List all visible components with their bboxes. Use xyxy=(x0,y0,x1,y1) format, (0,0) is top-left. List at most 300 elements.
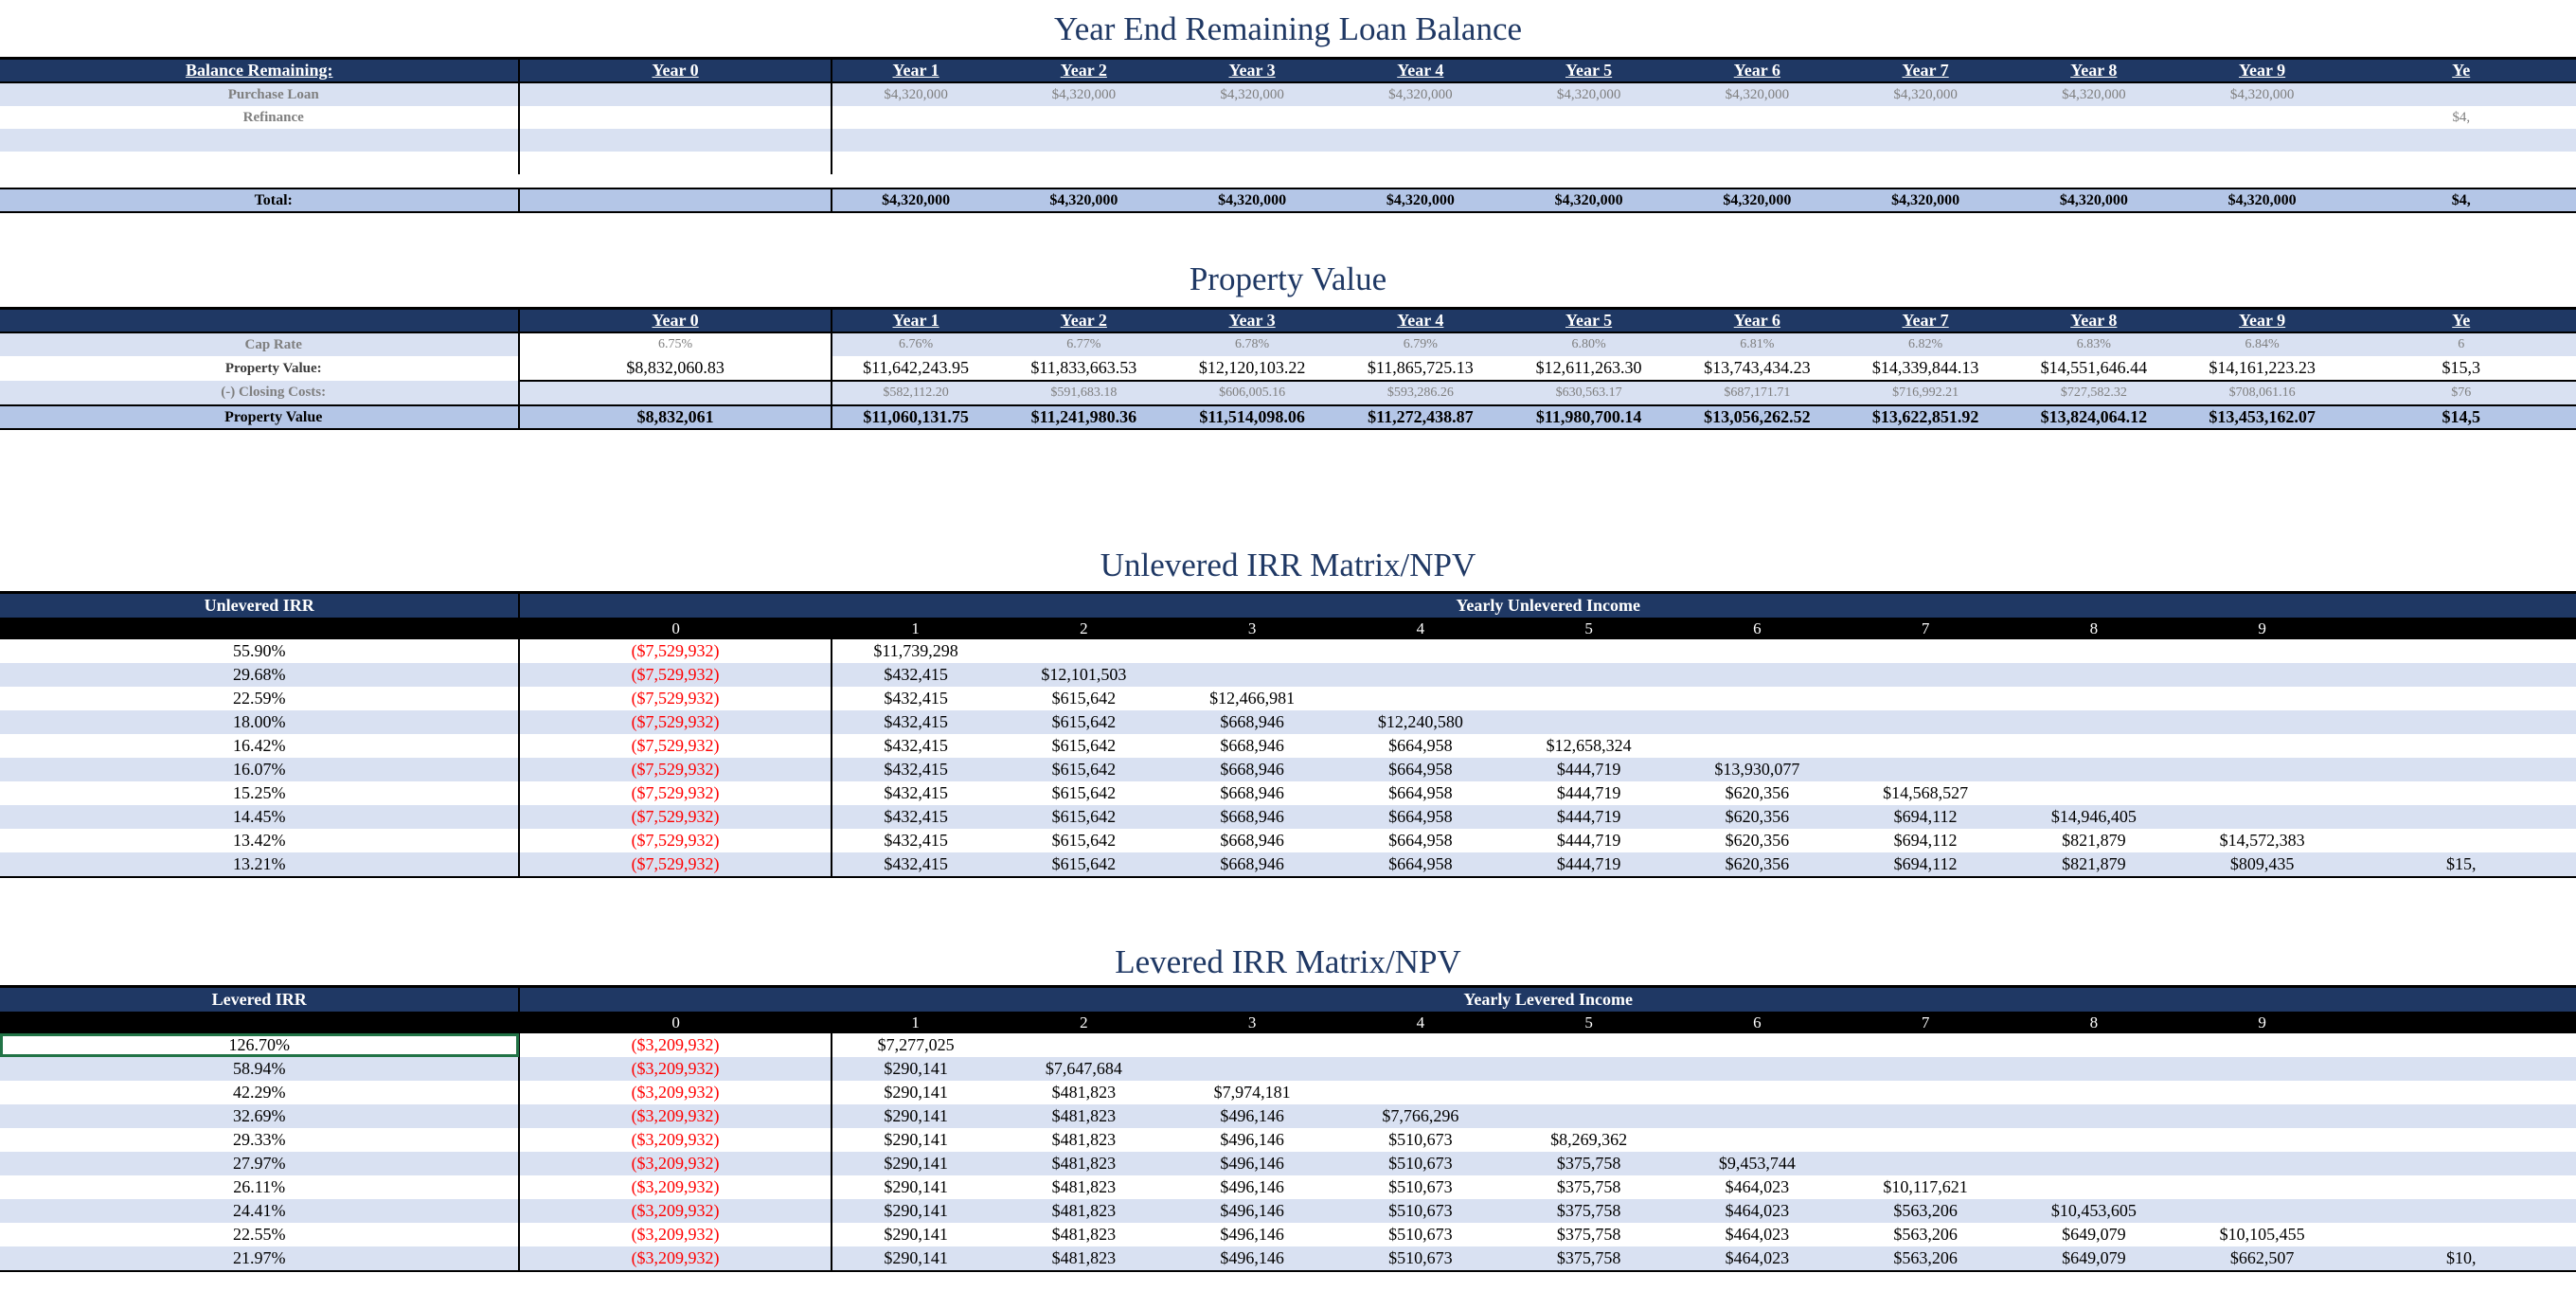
sheet-cell[interactable]: $444,719 xyxy=(1556,807,1621,826)
sheet-cell[interactable]: $510,673 xyxy=(1388,1201,1453,1220)
cap-rate-label[interactable]: Cap Rate xyxy=(0,332,519,356)
sheet-cell[interactable] xyxy=(1336,1081,1505,1104)
sheet-cell[interactable] xyxy=(2178,758,2347,781)
year-index-header[interactable]: 3 xyxy=(1168,1012,1336,1033)
sheet-cell[interactable] xyxy=(1673,1057,1841,1081)
sheet-cell[interactable]: ($3,209,932) xyxy=(519,1081,831,1104)
year-index-header[interactable]: 0 xyxy=(519,1012,831,1033)
sheet-cell[interactable]: $11,980,700.14 xyxy=(1505,405,1673,429)
sheet-cell[interactable] xyxy=(1168,106,1336,129)
sheet-cell[interactable]: $582,112.20 xyxy=(883,386,949,400)
sheet-cell[interactable] xyxy=(2346,1223,2576,1246)
sheet-cell[interactable]: $481,823 xyxy=(1051,1130,1117,1149)
sheet-cell[interactable]: $716,992.21 xyxy=(1892,386,1959,400)
sheet-cell[interactable]: ($7,529,932) xyxy=(519,663,831,687)
sheet-cell[interactable]: $12,101,503 xyxy=(1041,665,1127,684)
sheet-cell[interactable]: $496,146 xyxy=(1168,1246,1336,1271)
sheet-cell[interactable]: $375,758 xyxy=(1505,1246,1673,1271)
sheet-cell[interactable] xyxy=(1841,710,2010,734)
sheet-cell[interactable] xyxy=(1505,663,1673,687)
irr-value-cell[interactable]: 22.55% xyxy=(0,1223,519,1246)
sheet-cell[interactable]: $668,946 xyxy=(1220,712,1284,731)
sheet-cell[interactable]: $4,320,000 xyxy=(1220,86,1284,102)
year-header[interactable]: Year 6 xyxy=(1673,309,1841,333)
sheet-cell[interactable]: $496,146 xyxy=(1220,1177,1284,1196)
sheet-cell[interactable] xyxy=(1841,129,2010,152)
sheet-cell[interactable]: $4,320,000 xyxy=(884,86,948,102)
sheet-cell[interactable] xyxy=(2346,710,2576,734)
sheet-cell[interactable] xyxy=(1841,1104,2010,1128)
sheet-cell[interactable]: ($3,209,932) xyxy=(519,1175,831,1199)
sheet-cell[interactable]: $14,339,844.13 xyxy=(1841,356,2010,381)
sheet-cell[interactable]: $14,946,405 xyxy=(2050,807,2137,826)
sheet-cell[interactable]: $4,320,000 xyxy=(2178,188,2347,212)
sheet-cell[interactable] xyxy=(2346,639,2576,663)
sheet-cell[interactable]: $290,141 xyxy=(884,1106,948,1125)
sheet-cell[interactable]: $13,056,262.52 xyxy=(1673,405,1841,429)
year-index-header[interactable]: 7 xyxy=(1841,1012,2010,1033)
sheet-cell[interactable]: $615,642 xyxy=(1051,783,1117,802)
sheet-cell[interactable]: $496,146 xyxy=(1220,1106,1284,1125)
year-index-header[interactable]: 3 xyxy=(1168,618,1336,639)
year-header[interactable]: Year 9 xyxy=(2178,59,2347,83)
sheet-cell[interactable] xyxy=(1673,129,1841,152)
sheet-cell[interactable] xyxy=(2010,1104,2178,1128)
sheet-cell[interactable]: $615,642 xyxy=(1051,831,1117,850)
sheet-cell[interactable]: $10,117,621 xyxy=(1883,1177,1968,1196)
sheet-cell[interactable]: $620,356 xyxy=(1673,852,1841,877)
sheet-cell[interactable] xyxy=(1673,1128,1841,1152)
sheet-cell[interactable]: $10, xyxy=(2346,1246,2576,1271)
sheet-cell[interactable]: $510,673 xyxy=(1388,1225,1453,1244)
sheet-cell[interactable]: $14,5 xyxy=(2346,405,2576,429)
sheet-cell[interactable]: $481,823 xyxy=(1051,1106,1117,1125)
year-header[interactable]: Year 1 xyxy=(832,309,1000,333)
sheet-cell[interactable]: $615,642 xyxy=(1051,807,1117,826)
sheet-cell[interactable] xyxy=(1505,106,1673,129)
sheet-cell[interactable]: $11,060,131.75 xyxy=(832,405,1000,429)
sheet-cell[interactable] xyxy=(2010,781,2178,805)
sheet-cell[interactable]: $290,141 xyxy=(884,1201,948,1220)
sheet-cell[interactable]: $4,320,000 xyxy=(1168,188,1336,212)
year-header[interactable]: Year 5 xyxy=(1505,309,1673,333)
sheet-cell[interactable]: $11,241,980.36 xyxy=(999,405,1168,429)
year-index-header[interactable]: 0 xyxy=(519,618,831,639)
sheet-cell[interactable]: $4,320,000 xyxy=(1505,188,1673,212)
sheet-cell[interactable]: $4,320,000 xyxy=(1388,86,1453,102)
year-header[interactable] xyxy=(0,309,519,333)
sheet-cell[interactable]: $668,946 xyxy=(1220,760,1284,779)
sheet-cell[interactable] xyxy=(1841,106,2010,129)
sheet-cell[interactable] xyxy=(1505,687,1673,710)
sheet-cell[interactable] xyxy=(1336,1033,1505,1057)
sheet-cell[interactable] xyxy=(2010,1057,2178,1081)
sheet-cell[interactable] xyxy=(1673,639,1841,663)
sheet-cell[interactable] xyxy=(2178,663,2347,687)
sheet-cell[interactable]: $620,356 xyxy=(1725,831,1790,850)
year-header[interactable]: Year 2 xyxy=(999,309,1168,333)
sheet-cell[interactable]: $694,112 xyxy=(1841,852,2010,877)
sheet-cell[interactable] xyxy=(2178,1057,2347,1081)
sheet-cell[interactable]: $4,320,000 xyxy=(1893,86,1958,102)
sheet-cell[interactable] xyxy=(2178,1175,2347,1199)
sheet-cell[interactable]: $821,879 xyxy=(2062,831,2126,850)
sheet-cell[interactable]: ($3,209,932) xyxy=(519,1246,831,1271)
irr-value-cell[interactable]: 55.90% xyxy=(0,639,519,663)
sheet-cell[interactable]: ($7,529,932) xyxy=(519,687,831,710)
closing-costs-label[interactable]: (-) Closing Costs: xyxy=(0,381,519,405)
sheet-cell[interactable] xyxy=(2178,152,2347,174)
sheet-cell[interactable]: $563,206 xyxy=(1893,1225,1958,1244)
sheet-cell[interactable]: $694,112 xyxy=(1893,831,1958,850)
sheet-cell[interactable] xyxy=(2346,1152,2576,1175)
sheet-cell[interactable] xyxy=(2346,1057,2576,1081)
sheet-cell[interactable] xyxy=(1841,687,2010,710)
sheet-cell[interactable]: $481,823 xyxy=(1051,1154,1117,1173)
balance-remaining-header[interactable]: Balance Remaining: xyxy=(0,59,519,83)
sheet-cell[interactable]: $432,415 xyxy=(884,689,948,708)
sheet-cell[interactable]: $8,832,061 xyxy=(519,405,831,429)
sheet-cell[interactable]: $432,415 xyxy=(884,760,948,779)
sheet-cell[interactable]: $821,879 xyxy=(2010,852,2178,877)
irr-value-cell[interactable]: 22.59% xyxy=(0,687,519,710)
sheet-cell[interactable] xyxy=(832,106,1000,129)
sheet-cell[interactable]: $664,958 xyxy=(1388,831,1453,850)
sheet-cell[interactable] xyxy=(2010,663,2178,687)
year-index-header[interactable] xyxy=(2346,618,2576,639)
sheet-cell[interactable] xyxy=(1336,152,1505,174)
sheet-cell[interactable]: $464,023 xyxy=(1725,1177,1790,1196)
sheet-cell[interactable]: 6.76% xyxy=(898,337,934,351)
sheet-cell[interactable]: $510,673 xyxy=(1388,1154,1453,1173)
sheet-cell[interactable] xyxy=(1673,1104,1841,1128)
sheet-cell[interactable]: $4,320,000 xyxy=(1556,86,1621,102)
year-index-header[interactable]: 6 xyxy=(1673,1012,1841,1033)
sheet-cell[interactable]: ($3,209,932) xyxy=(519,1104,831,1128)
row-label[interactable]: Purchase Loan xyxy=(0,82,519,106)
year-index-header[interactable]: 8 xyxy=(2010,1012,2178,1033)
sheet-cell[interactable]: $11,642,243.95 xyxy=(832,356,1000,381)
sheet-cell[interactable] xyxy=(2178,710,2347,734)
sheet-cell[interactable]: $481,823 xyxy=(1051,1201,1117,1220)
sheet-cell[interactable]: $4,320,000 xyxy=(2062,86,2126,102)
year-header[interactable]: Year 2 xyxy=(999,59,1168,83)
year-header[interactable]: Year 0 xyxy=(519,59,831,83)
sheet-cell[interactable] xyxy=(1168,152,1336,174)
sheet-cell[interactable]: $496,146 xyxy=(1220,1154,1284,1173)
sheet-cell[interactable] xyxy=(1841,639,2010,663)
sheet-cell[interactable]: $4,320,000 xyxy=(1725,86,1790,102)
sheet-cell[interactable]: 6.77% xyxy=(1066,337,1101,351)
sheet-cell[interactable] xyxy=(1841,152,2010,174)
sheet-cell[interactable] xyxy=(1168,663,1336,687)
sheet-cell[interactable] xyxy=(519,188,831,212)
sheet-cell[interactable]: $620,356 xyxy=(1725,807,1790,826)
sheet-cell[interactable] xyxy=(2178,1199,2347,1223)
sheet-cell[interactable] xyxy=(2178,1033,2347,1057)
sheet-cell[interactable]: $687,171.71 xyxy=(1724,386,1791,400)
sheet-cell[interactable]: $4,320,000 xyxy=(1336,188,1505,212)
year-header[interactable]: Year 7 xyxy=(1841,309,2010,333)
sheet-cell[interactable] xyxy=(1505,1104,1673,1128)
sheet-cell[interactable] xyxy=(1505,152,1673,174)
sheet-cell[interactable]: $9,453,744 xyxy=(1718,1154,1796,1173)
sheet-cell[interactable]: $13,622,851.92 xyxy=(1841,405,2010,429)
sheet-cell[interactable] xyxy=(2346,152,2576,174)
sheet-cell[interactable]: ($3,209,932) xyxy=(519,1223,831,1246)
sheet-cell[interactable]: $13,743,434.23 xyxy=(1673,356,1841,381)
sheet-cell[interactable]: $620,356 xyxy=(1725,783,1790,802)
irr-value-cell[interactable]: 16.07% xyxy=(0,758,519,781)
sheet-cell[interactable]: $432,415 xyxy=(884,831,948,850)
sheet-cell[interactable]: $496,146 xyxy=(1220,1225,1284,1244)
irr-value-cell[interactable]: 16.42% xyxy=(0,734,519,758)
sheet-cell[interactable]: $11,514,098.06 xyxy=(1168,405,1336,429)
sheet-cell[interactable]: $464,023 xyxy=(1725,1225,1790,1244)
sheet-cell[interactable] xyxy=(1841,663,2010,687)
sheet-cell[interactable] xyxy=(1336,639,1505,663)
sheet-cell[interactable] xyxy=(832,152,1000,174)
year-index-header[interactable]: 5 xyxy=(1505,1012,1673,1033)
sheet-cell[interactable]: $14,551,646.44 xyxy=(2010,356,2178,381)
sheet-cell[interactable]: $444,719 xyxy=(1556,831,1621,850)
sheet-cell[interactable] xyxy=(1673,152,1841,174)
sheet-cell[interactable]: ($7,529,932) xyxy=(519,639,831,663)
sheet-cell[interactable]: $668,946 xyxy=(1220,831,1284,850)
sheet-cell[interactable] xyxy=(1168,639,1336,663)
sheet-cell[interactable] xyxy=(2010,106,2178,129)
sheet-cell[interactable]: $13,824,064.12 xyxy=(2010,405,2178,429)
year-header[interactable]: Year 1 xyxy=(832,59,1000,83)
sheet-cell[interactable]: ($3,209,932) xyxy=(519,1033,831,1057)
sheet-cell[interactable] xyxy=(2346,805,2576,829)
irr-value-cell[interactable]: 42.29% xyxy=(0,1081,519,1104)
sheet-cell[interactable] xyxy=(2010,1033,2178,1057)
sheet-cell[interactable]: $432,415 xyxy=(832,852,1000,877)
sheet-cell[interactable]: $593,286.26 xyxy=(1386,386,1454,400)
irr-value-cell[interactable]: 26.11% xyxy=(0,1175,519,1199)
irr-value-cell[interactable]: 29.68% xyxy=(0,663,519,687)
sheet-cell[interactable]: $432,415 xyxy=(884,807,948,826)
sheet-cell[interactable] xyxy=(2346,687,2576,710)
sheet-cell[interactable] xyxy=(1505,639,1673,663)
sheet-cell[interactable]: $290,141 xyxy=(832,1246,1000,1271)
sheet-cell[interactable]: ($3,209,932) xyxy=(519,1199,831,1223)
sheet-cell[interactable]: $481,823 xyxy=(1051,1225,1117,1244)
sheet-cell[interactable]: $694,112 xyxy=(1893,807,1958,826)
sheet-cell[interactable]: $375,758 xyxy=(1556,1201,1621,1220)
year-index-header[interactable]: 7 xyxy=(1841,618,2010,639)
sheet-cell[interactable] xyxy=(1336,106,1505,129)
sheet-cell[interactable] xyxy=(1336,1057,1505,1081)
sheet-cell[interactable]: $563,206 xyxy=(1893,1201,1958,1220)
sheet-cell[interactable]: $664,958 xyxy=(1388,760,1453,779)
sheet-cell[interactable] xyxy=(2178,805,2347,829)
sheet-cell[interactable] xyxy=(1336,129,1505,152)
year-header[interactable]: Ye xyxy=(2346,309,2576,333)
sheet-cell[interactable]: $4,320,000 xyxy=(1841,188,2010,212)
sheet-cell[interactable]: $4,320,000 xyxy=(1051,86,1117,102)
sheet-cell[interactable]: ($3,209,932) xyxy=(519,1128,831,1152)
sheet-cell[interactable]: $444,719 xyxy=(1556,783,1621,802)
sheet-cell[interactable] xyxy=(2178,1081,2347,1104)
sheet-cell[interactable] xyxy=(2346,1175,2576,1199)
sheet-cell[interactable]: $4,320,000 xyxy=(999,188,1168,212)
sheet-cell[interactable]: $510,673 xyxy=(1388,1177,1453,1196)
sheet-cell[interactable] xyxy=(1673,663,1841,687)
sheet-cell[interactable]: $668,946 xyxy=(1220,807,1284,826)
sheet-cell[interactable]: ($7,529,932) xyxy=(519,852,831,877)
sheet-cell[interactable]: 6 xyxy=(2458,337,2465,351)
irr-value-cell[interactable]: 32.69% xyxy=(0,1104,519,1128)
year-header[interactable]: Year 6 xyxy=(1673,59,1841,83)
sheet-cell[interactable] xyxy=(1841,1128,2010,1152)
sheet-cell[interactable] xyxy=(2178,129,2347,152)
year-index-header[interactable]: 8 xyxy=(2010,618,2178,639)
sheet-cell[interactable] xyxy=(519,152,831,174)
irr-value-cell[interactable]: 24.41% xyxy=(0,1199,519,1223)
sheet-cell[interactable]: $664,958 xyxy=(1388,807,1453,826)
sheet-cell[interactable] xyxy=(1505,1081,1673,1104)
sheet-cell[interactable]: 6.78% xyxy=(1234,337,1270,351)
sheet-cell[interactable]: $10,453,605 xyxy=(2050,1201,2137,1220)
sheet-cell[interactable] xyxy=(2178,1128,2347,1152)
sheet-cell[interactable] xyxy=(1673,734,1841,758)
irr-value-cell[interactable]: 126.70% xyxy=(0,1033,519,1057)
sheet-cell[interactable]: 6.80% xyxy=(1571,337,1606,351)
sheet-cell[interactable] xyxy=(2010,152,2178,174)
sheet-cell[interactable]: ($7,529,932) xyxy=(519,781,831,805)
sheet-cell[interactable] xyxy=(1841,1152,2010,1175)
sheet-cell[interactable]: $8,832,060.83 xyxy=(519,356,831,381)
sheet-cell[interactable]: $7,277,025 xyxy=(877,1035,955,1054)
sheet-cell[interactable] xyxy=(2178,1152,2347,1175)
sheet-cell[interactable]: $662,507 xyxy=(2178,1246,2347,1271)
sheet-cell[interactable]: 6.83% xyxy=(2076,337,2111,351)
irr-value-cell[interactable]: 14.45% xyxy=(0,805,519,829)
sheet-cell[interactable]: $11,739,298 xyxy=(873,641,958,660)
sheet-cell[interactable] xyxy=(2346,1128,2576,1152)
sheet-cell[interactable] xyxy=(2010,1128,2178,1152)
sheet-cell[interactable] xyxy=(1841,1081,2010,1104)
year-header[interactable]: Year 0 xyxy=(519,309,831,333)
sheet-cell[interactable] xyxy=(2346,82,2576,106)
year-index-header[interactable]: 2 xyxy=(999,618,1168,639)
year-index-header[interactable]: 6 xyxy=(1673,618,1841,639)
year-header[interactable]: Year 4 xyxy=(1336,59,1505,83)
levered-irr-header[interactable]: Levered IRR xyxy=(0,987,519,1013)
sheet-cell[interactable]: $668,946 xyxy=(1220,783,1284,802)
sheet-cell[interactable]: $649,079 xyxy=(2062,1225,2126,1244)
sheet-cell[interactable] xyxy=(2178,639,2347,663)
unlevered-irr-header[interactable]: Unlevered IRR xyxy=(0,593,519,619)
sheet-cell[interactable] xyxy=(2178,687,2347,710)
year-header[interactable]: Year 3 xyxy=(1168,309,1336,333)
sheet-cell[interactable] xyxy=(2346,663,2576,687)
sheet-cell[interactable]: $4,320,000 xyxy=(2010,188,2178,212)
sheet-cell[interactable]: $13,453,162.07 xyxy=(2178,405,2347,429)
sheet-cell[interactable]: $15,3 xyxy=(2346,356,2576,381)
year-index-header[interactable]: 1 xyxy=(832,618,1000,639)
sheet-cell[interactable] xyxy=(2346,1081,2576,1104)
sheet-cell[interactable] xyxy=(1673,687,1841,710)
sheet-cell[interactable]: $7,974,181 xyxy=(1213,1083,1291,1102)
sheet-cell[interactable]: $432,415 xyxy=(884,736,948,755)
sheet-cell[interactable] xyxy=(2178,734,2347,758)
sheet-cell[interactable]: $481,823 xyxy=(1051,1083,1117,1102)
sheet-cell[interactable]: $668,946 xyxy=(1220,736,1284,755)
sheet-cell[interactable] xyxy=(0,618,519,639)
sheet-cell[interactable]: $464,023 xyxy=(1725,1201,1790,1220)
sheet-cell[interactable]: $464,023 xyxy=(1673,1246,1841,1271)
sheet-cell[interactable]: $7,647,684 xyxy=(1045,1059,1122,1078)
sheet-cell[interactable]: $809,435 xyxy=(2178,852,2347,877)
sheet-cell[interactable] xyxy=(2010,1175,2178,1199)
sheet-cell[interactable] xyxy=(1336,663,1505,687)
sheet-cell[interactable]: $630,563.17 xyxy=(1555,386,1622,400)
sheet-cell[interactable]: 6.84% xyxy=(2245,337,2280,351)
unlevered-income-header[interactable]: Yearly Unlevered Income xyxy=(519,593,2576,619)
year-header[interactable]: Year 3 xyxy=(1168,59,1336,83)
irr-value-cell[interactable]: 15.25% xyxy=(0,781,519,805)
year-index-header[interactable]: 4 xyxy=(1336,618,1505,639)
sheet-cell[interactable]: ($7,529,932) xyxy=(519,758,831,781)
sheet-cell[interactable]: $290,141 xyxy=(884,1130,948,1149)
sheet-cell[interactable]: 6.75% xyxy=(519,332,831,356)
sheet-cell[interactable] xyxy=(2010,129,2178,152)
sheet-cell[interactable]: $290,141 xyxy=(884,1083,948,1102)
sheet-cell[interactable]: $615,642 xyxy=(1051,760,1117,779)
sheet-cell[interactable] xyxy=(519,129,831,152)
sheet-cell[interactable]: ($7,529,932) xyxy=(519,829,831,852)
row-label[interactable] xyxy=(0,152,519,174)
sheet-cell[interactable] xyxy=(1505,129,1673,152)
irr-value-cell[interactable]: 21.97% xyxy=(0,1246,519,1271)
sheet-cell[interactable]: $375,758 xyxy=(1556,1177,1621,1196)
irr-value-cell[interactable]: 13.21% xyxy=(0,852,519,877)
sheet-cell[interactable] xyxy=(1505,1057,1673,1081)
sheet-cell[interactable] xyxy=(2346,1033,2576,1057)
sheet-cell[interactable] xyxy=(2346,829,2576,852)
sheet-cell[interactable] xyxy=(999,152,1168,174)
sheet-cell[interactable]: $432,415 xyxy=(884,665,948,684)
sheet-cell[interactable]: ($7,529,932) xyxy=(519,710,831,734)
sheet-cell[interactable]: $12,120,103.22 xyxy=(1168,356,1336,381)
sheet-cell[interactable] xyxy=(1168,1057,1336,1081)
sheet-cell[interactable]: $8,269,362 xyxy=(1550,1130,1628,1149)
sheet-cell[interactable]: $432,415 xyxy=(884,783,948,802)
sheet-cell[interactable]: 6.82% xyxy=(1907,337,1943,351)
irr-value-cell[interactable]: 58.94% xyxy=(0,1057,519,1081)
sheet-cell[interactable]: $11,272,438.87 xyxy=(1336,405,1505,429)
property-total-label[interactable]: Property Value xyxy=(0,405,519,429)
sheet-cell[interactable] xyxy=(2178,106,2347,129)
sheet-cell[interactable]: $4,320,000 xyxy=(832,188,1000,212)
sheet-cell[interactable]: 6.81% xyxy=(1740,337,1775,351)
year-index-header[interactable] xyxy=(2346,1012,2576,1033)
sheet-cell[interactable]: $10,105,455 xyxy=(2219,1225,2305,1244)
sheet-cell[interactable]: $290,141 xyxy=(884,1059,948,1078)
sheet-cell[interactable] xyxy=(2010,639,2178,663)
sheet-cell[interactable] xyxy=(1168,129,1336,152)
sheet-cell[interactable]: $606,005.16 xyxy=(1219,386,1286,400)
sheet-cell[interactable]: $11,865,725.13 xyxy=(1336,356,1505,381)
sheet-cell[interactable] xyxy=(2010,1081,2178,1104)
sheet-cell[interactable]: $615,642 xyxy=(1051,736,1117,755)
sheet-cell[interactable]: $591,683.18 xyxy=(1050,386,1118,400)
row-label[interactable] xyxy=(0,129,519,152)
sheet-cell[interactable] xyxy=(1841,1033,2010,1057)
